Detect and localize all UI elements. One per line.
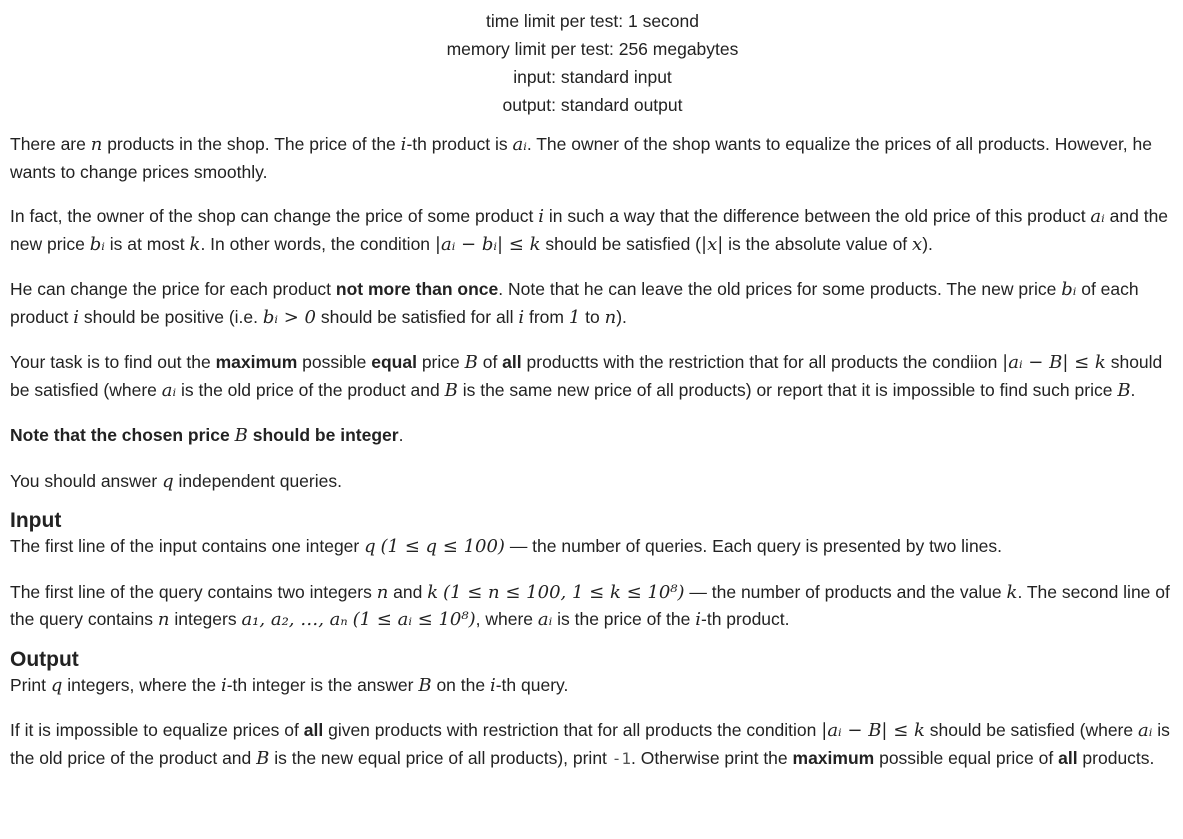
problem-header (10, 0, 1175, 119)
text: -th product is (406, 134, 513, 154)
math-expression: n (90, 134, 103, 155)
math-expression: bᵢ (1061, 279, 1077, 300)
text: should be satisfied (where (10, 352, 1163, 400)
math-expression: aᵢ (512, 134, 527, 155)
bold-text: Note that the chosen price (10, 425, 235, 445)
math-expression: B (464, 352, 478, 373)
math-expression: n (157, 609, 170, 630)
math-expression: k (1006, 581, 1018, 603)
math-expression: n (604, 306, 617, 328)
legend (10, 131, 1175, 495)
text: If it is impossible to equalize prices of (10, 720, 304, 740)
text: The first line of the query contains two integers (10, 581, 377, 602)
text: is the old price of the product and (176, 379, 445, 400)
math-expression: q (364, 536, 376, 557)
text: ). (616, 306, 627, 327)
math-expression: |x| (701, 233, 724, 255)
section-title-input: Input (10, 509, 62, 532)
math-expression: (1 ≤ q ≤ 100) (380, 536, 505, 557)
text: He can change the price for each product (10, 279, 336, 299)
math-expression: n (376, 581, 389, 603)
text: is the new equal price of all products), print (269, 747, 612, 768)
math-expression: aᵢ (1090, 206, 1105, 227)
math-expression: (1 ≤ n ≤ 100, 1 ≤ k ≤ 10⁸) (443, 581, 685, 603)
text: of (477, 352, 503, 372)
text: The first line of the input contains one integer (10, 536, 365, 556)
text: productts with the restriction that for all products the condiion (521, 352, 1003, 372)
math-expression: i (400, 134, 407, 155)
math-expression: |aᵢ − bᵢ| ≤ k (434, 233, 541, 255)
text: Your task is to find out the (10, 352, 216, 372)
text: of each product (10, 279, 1139, 327)
text: from (524, 306, 569, 327)
math-expression: |aᵢ − B| ≤ k (821, 720, 925, 741)
paragraph (10, 349, 1175, 404)
math-expression: (1 ≤ aᵢ ≤ 10⁸) (352, 609, 476, 630)
text: price (416, 352, 465, 372)
text: on the (431, 674, 490, 695)
text: . (398, 425, 404, 445)
text: integers (169, 609, 242, 629)
output-specification (10, 648, 1175, 773)
paragraph (10, 131, 1175, 185)
bold-text: equal (371, 352, 417, 372)
code-text: -1 (611, 748, 632, 768)
math-expression: 1 (568, 306, 581, 328)
text: -th integer is the answer (226, 674, 419, 695)
text: . Note that he can leave the old prices for some products. The new price (498, 279, 1062, 299)
output-file: output: standard output (502, 95, 683, 115)
bold-text: not more than once (335, 279, 499, 299)
text: is at most (104, 233, 190, 254)
text: and (388, 581, 428, 602)
text: There are (10, 134, 91, 154)
text: . In other words, the condition (200, 233, 435, 254)
bold-text: all (1058, 747, 1078, 768)
math-expression: i (695, 609, 701, 630)
math-expression: q (50, 674, 63, 696)
paragraph (10, 468, 1175, 496)
text: possible (297, 352, 372, 372)
paragraph (10, 276, 1175, 331)
text: Print (10, 674, 51, 695)
math-expression: B (444, 379, 458, 401)
text: should be satisfied for all (315, 306, 519, 327)
section-title-output: Output (10, 647, 79, 671)
paragraph (10, 533, 1175, 561)
math-expression: k (189, 233, 201, 255)
math-expression: k (427, 581, 439, 603)
text: — the number of products and the value (684, 581, 1007, 602)
math-expression: B (1117, 379, 1131, 401)
text: should be satisfied ( (540, 233, 702, 254)
math-expression: a₁, a₂, …, aₙ (241, 609, 348, 630)
text: is the same new price of all products) or report that it is impossible to find such price (457, 379, 1118, 400)
text: -th query. (495, 674, 569, 695)
math-expression: aᵢ (1137, 720, 1153, 741)
text: , where (475, 609, 538, 629)
math-expression: |aᵢ − B| ≤ k (1002, 352, 1106, 373)
math-expression: B (418, 674, 432, 696)
output-paragraphs (10, 672, 1175, 773)
text: possible equal price of (874, 747, 1059, 768)
input-specification (10, 509, 1175, 634)
paragraph (10, 672, 1175, 700)
math-expression: B (256, 747, 270, 769)
bold-text: should be integer (247, 425, 399, 445)
text: should be satisfied (where (924, 720, 1138, 740)
input-paragraphs (10, 533, 1175, 634)
math-expression: aᵢ (161, 379, 177, 401)
math-expression: i (538, 206, 545, 227)
text: in such a way that the difference between the old price of this product (544, 206, 1091, 226)
text: . The owner of the shop wants to equalize the prices of all products. However, he wants to change prices smoothly. (10, 134, 1153, 182)
math-expression: x (912, 233, 923, 255)
text: to (580, 306, 605, 327)
paragraph (10, 717, 1175, 772)
text: should be positive (i.e. (79, 306, 263, 327)
math-expression: i (73, 306, 79, 328)
text: products. (1077, 747, 1155, 768)
text: . (1130, 379, 1136, 400)
text: You should answer (10, 470, 163, 491)
text: In fact, the owner of the shop can change the price of some product (10, 206, 539, 226)
text: integers, where the (62, 674, 221, 695)
bold-text: maximum (792, 747, 875, 768)
text: is the absolute value of (723, 233, 913, 254)
paragraph (10, 203, 1175, 258)
text: is the price of the (552, 609, 696, 629)
math-expression: q (162, 470, 174, 492)
text: given products with restriction that for all products the condition (323, 720, 822, 740)
bold-text: maximum (215, 352, 298, 372)
math-expression: B (234, 425, 248, 446)
text: — the number of queries. Each query is presented by two lines. (504, 536, 1003, 556)
text: . Otherwise print the (631, 747, 793, 768)
memory-limit: memory limit per test: 256 megabytes (446, 39, 739, 59)
math-expression: i (489, 674, 496, 696)
bold-text: all (303, 720, 324, 740)
text: and the new price (10, 206, 1169, 254)
text: -th product. (701, 609, 790, 629)
text: . The second line of the query contains (10, 581, 1170, 629)
math-expression: bᵢ > 0 (262, 306, 316, 328)
bold-text: all (502, 352, 522, 372)
math-expression: bᵢ (89, 233, 105, 255)
math-expression: i (220, 674, 227, 696)
input-file: input: standard input (513, 67, 672, 87)
math-expression: i (518, 306, 525, 328)
paragraph (10, 422, 1175, 450)
time-limit: time limit per test: 1 second (486, 11, 699, 31)
paragraph (10, 579, 1175, 634)
math-expression: aᵢ (537, 609, 553, 630)
text: ). (922, 233, 933, 254)
text: independent queries. (173, 470, 342, 491)
text: is the old price of the product and (10, 720, 1170, 768)
text: products in the shop. The price of the (102, 134, 401, 154)
